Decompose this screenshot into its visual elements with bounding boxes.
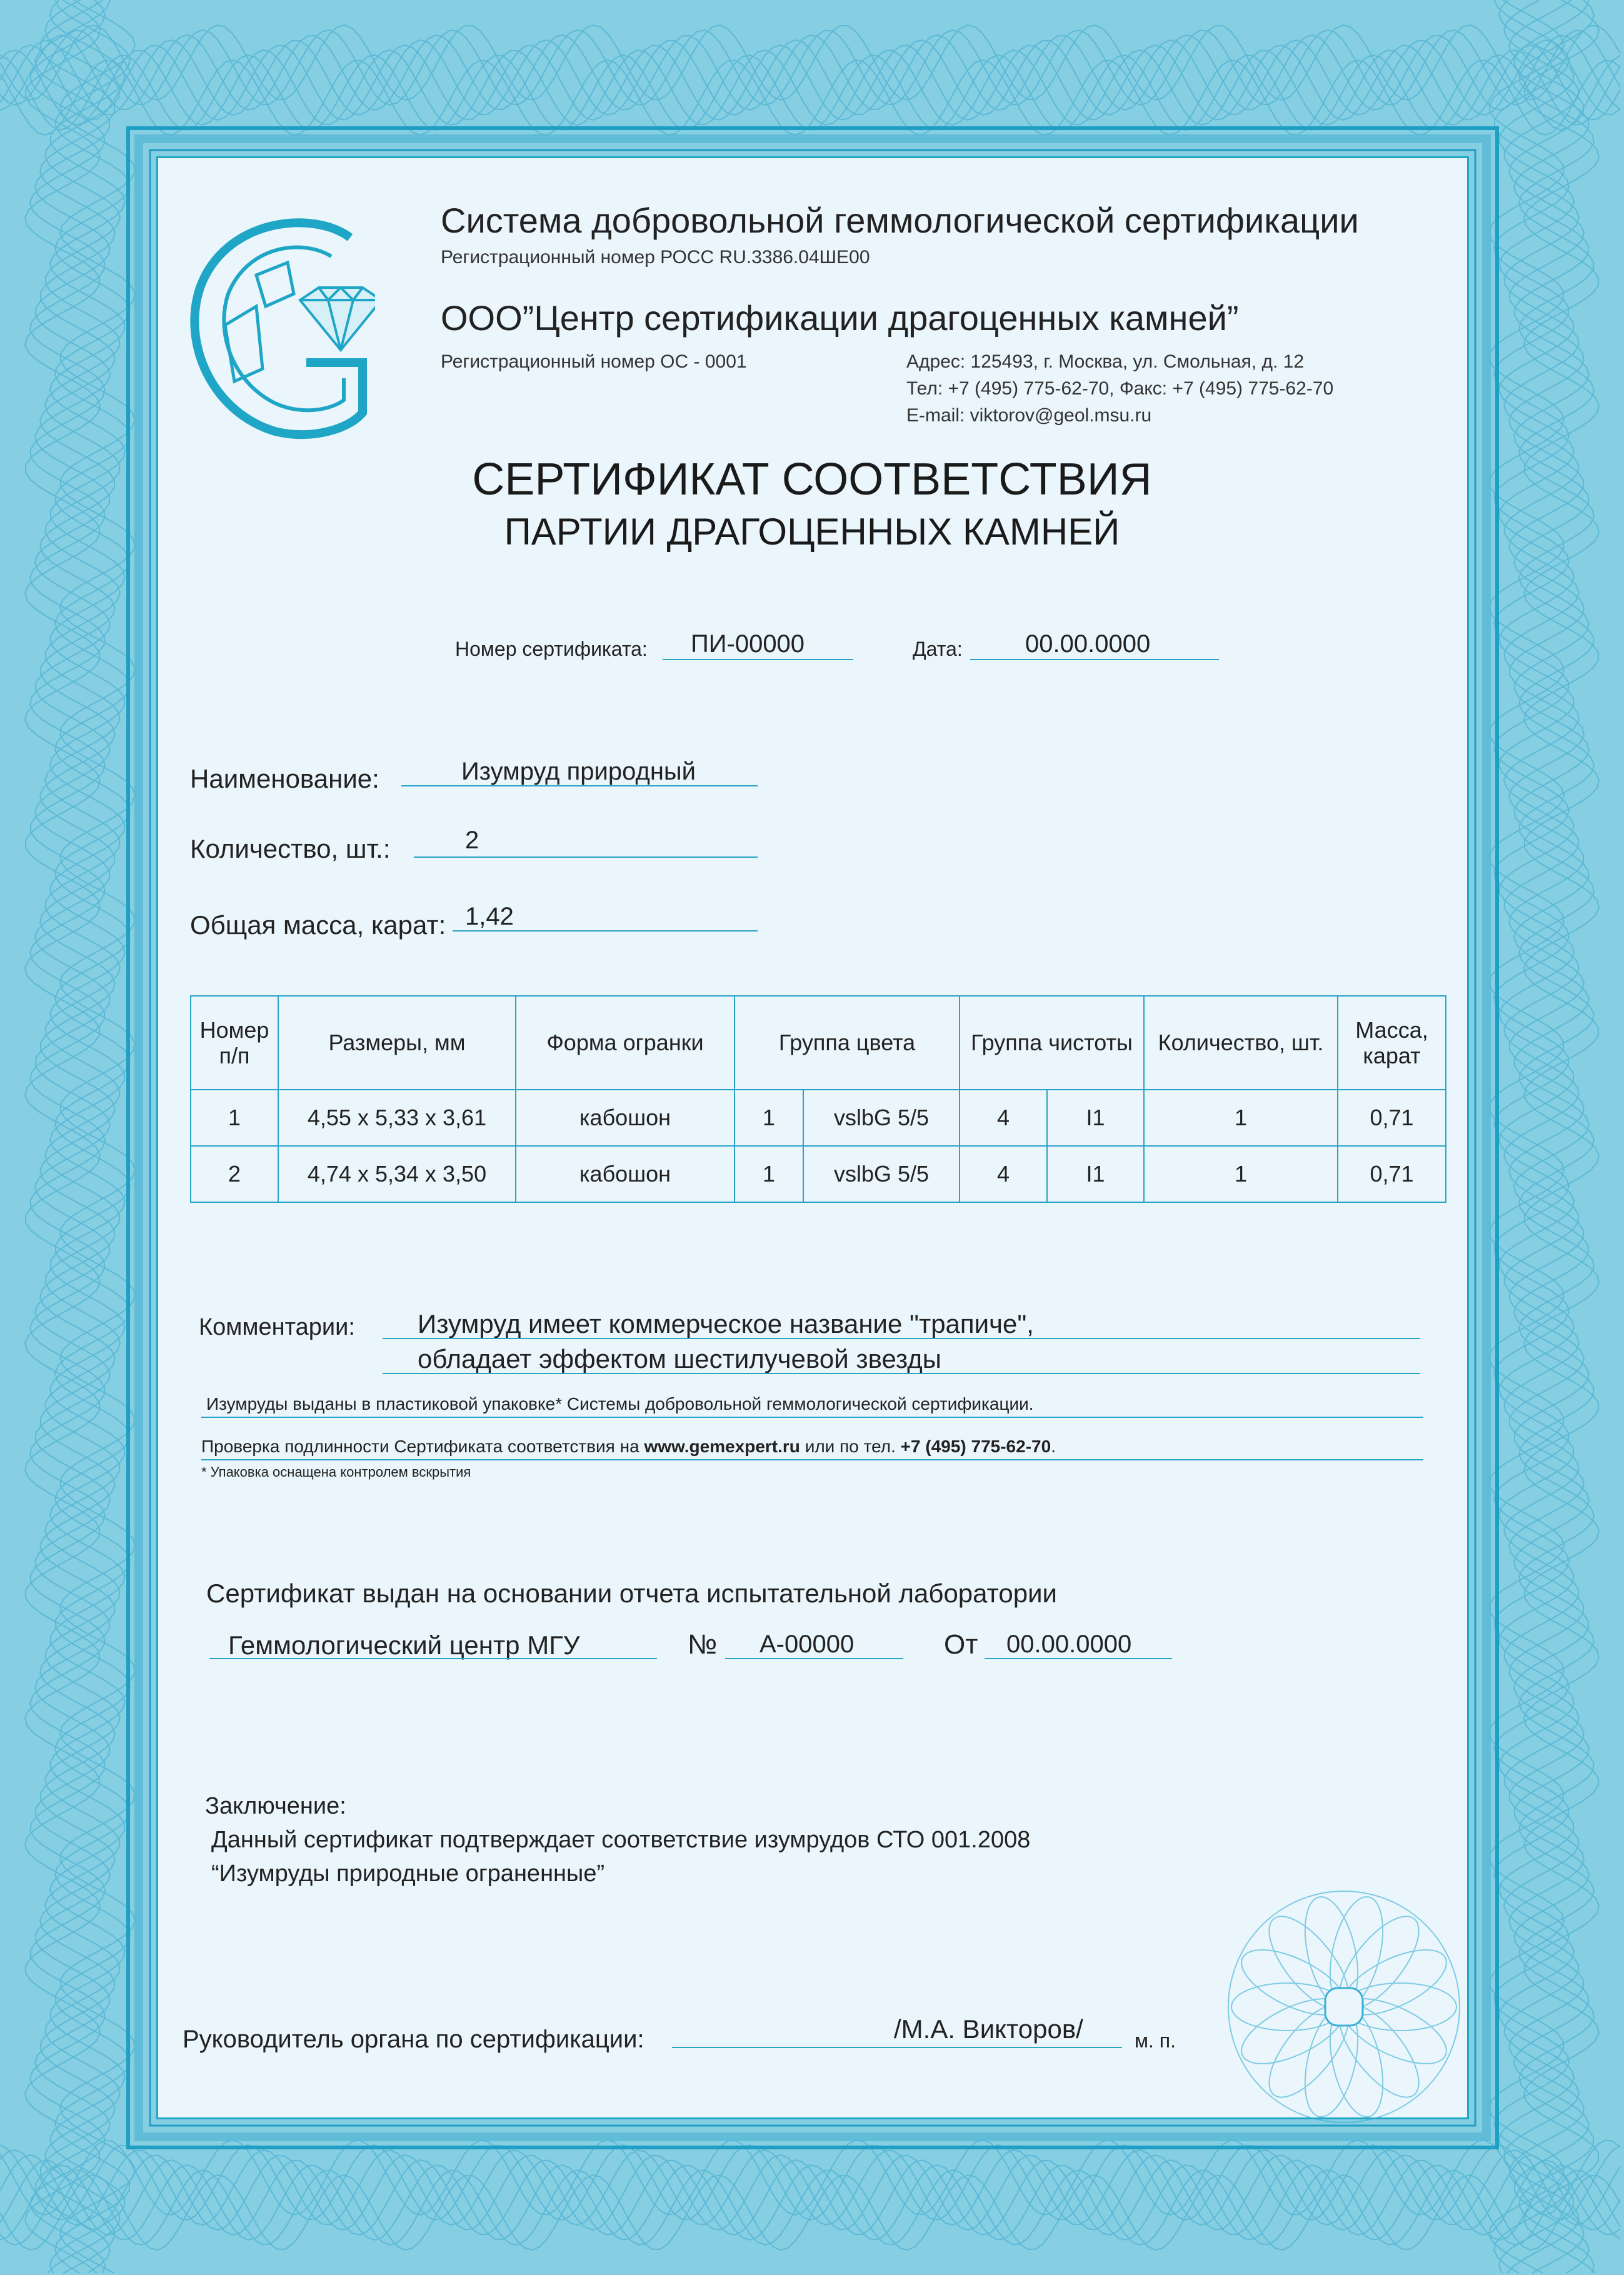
cert-number-label: Номер сертификата: bbox=[455, 638, 648, 660]
certificate-title: СЕРТИФИКАТ СООТВЕТСТВИЯ bbox=[472, 454, 1152, 505]
comment-line-2: обладает эффектом шестилучевой звезды bbox=[418, 1344, 941, 1374]
cell-mass: 0,71 bbox=[1338, 1090, 1446, 1146]
cell-size: 4,55 x 5,33 x 3,61 bbox=[278, 1090, 516, 1146]
total-mass-value: 1,42 bbox=[465, 903, 514, 930]
header-cut: Форма огранки bbox=[516, 996, 734, 1090]
verify-mid: или по тел. bbox=[804, 1437, 896, 1456]
signature-label: Руководитель органа по сертификации: bbox=[183, 2026, 644, 2053]
report-number-underline bbox=[725, 1658, 903, 1659]
total-mass-label: Общая масса, карат: bbox=[190, 910, 446, 940]
name-value: Изумруд природный bbox=[461, 758, 696, 785]
cell-cut: кабошон bbox=[516, 1090, 734, 1146]
report-number-label: № bbox=[688, 1629, 718, 1660]
conclusion-line-1: Данный сертификат подтверждает соответствие изумрудов СТО 001.2008 bbox=[211, 1827, 1031, 1853]
name-underline bbox=[401, 785, 758, 786]
signatory-name: /М.А. Викторов/ bbox=[894, 2014, 1083, 2044]
signature-underline bbox=[672, 2047, 1122, 2048]
stamp-place-label: м. п. bbox=[1135, 2029, 1176, 2052]
lab-underline bbox=[209, 1658, 657, 1659]
cell-color-a: 1 bbox=[734, 1146, 803, 1202]
cert-date-value: 00.00.0000 bbox=[1025, 630, 1151, 658]
report-date-value: 00.00.0000 bbox=[1006, 1630, 1132, 1658]
org-email: E-mail: viktorov@geol.msu.ru bbox=[906, 405, 1152, 426]
comment-underline-2 bbox=[383, 1373, 1420, 1374]
comment-underline-1 bbox=[383, 1338, 1420, 1339]
conclusion-label: Заключение: bbox=[205, 1793, 346, 1819]
report-date-label: От bbox=[944, 1629, 978, 1660]
stones-table bbox=[190, 995, 1446, 1203]
table-row bbox=[191, 1146, 1446, 1202]
cell-clarity-a: 4 bbox=[960, 1090, 1047, 1146]
basis-text: Сертификат выдан на основании отчета испытательной лаборатории bbox=[206, 1579, 1058, 1608]
cell-color-a: 1 bbox=[734, 1090, 803, 1146]
table-row bbox=[191, 1090, 1446, 1146]
packaging-footnote: * Упаковка оснащена контролем вскрытия bbox=[201, 1464, 471, 1480]
g-diamond-logo-icon bbox=[188, 213, 375, 444]
verify-prefix: Проверка подлинности Сертификата соответствия на bbox=[201, 1437, 639, 1456]
quantity-underline bbox=[414, 856, 758, 858]
verify-website-link[interactable]: www.gemexpert.ru bbox=[644, 1437, 800, 1456]
header-num: Номер п/п bbox=[191, 996, 278, 1090]
header-quantity: Количество, шт. bbox=[1144, 996, 1338, 1090]
cert-number-value: ПИ-00000 bbox=[691, 630, 805, 658]
org-reg-number: Регистрационный номер ОС - 0001 bbox=[441, 351, 747, 372]
packaging-underline bbox=[201, 1417, 1423, 1418]
header-color-group: Группа цвета bbox=[734, 996, 960, 1090]
header-mass: Масса, карат bbox=[1338, 996, 1446, 1090]
cell-mass: 0,71 bbox=[1338, 1146, 1446, 1202]
quantity-label: Количество, шт.: bbox=[190, 834, 391, 863]
cell-num: 1 bbox=[191, 1090, 278, 1146]
header-clarity-group: Группа чистоты bbox=[960, 996, 1144, 1090]
name-label: Наименование: bbox=[190, 764, 379, 793]
total-mass-underline bbox=[453, 930, 758, 932]
rosette-watermark-icon bbox=[1219, 1882, 1469, 2132]
header-size: Размеры, мм bbox=[278, 996, 516, 1090]
cell-quantity: 1 bbox=[1144, 1146, 1338, 1202]
cell-color-b: vslbG 5/5 bbox=[803, 1146, 960, 1202]
cert-date-underline bbox=[970, 659, 1219, 660]
lab-name: Геммологический центр МГУ bbox=[228, 1630, 580, 1660]
cell-num: 2 bbox=[191, 1146, 278, 1202]
cell-clarity-b: I1 bbox=[1047, 1090, 1144, 1146]
cell-clarity-b: I1 bbox=[1047, 1146, 1144, 1202]
comments-label: Комментарии: bbox=[199, 1314, 355, 1340]
certificate-subtitle: ПАРТИИ ДРАГОЦЕННЫХ КАМНЕЙ bbox=[504, 511, 1120, 553]
cell-quantity: 1 bbox=[1144, 1090, 1338, 1146]
table-header-row bbox=[191, 996, 1446, 1090]
cell-size: 4,74 x 5,34 x 3,50 bbox=[278, 1146, 516, 1202]
packaging-note: Изумруды выданы в пластиковой упаковке* Системы добровольной геммологической сертификации. bbox=[206, 1394, 1034, 1414]
org-address: Адрес: 125493, г. Москва, ул. Смольная, д. 12 bbox=[906, 351, 1305, 372]
report-date-underline bbox=[985, 1658, 1172, 1659]
cert-date-label: Дата: bbox=[913, 638, 963, 660]
conclusion-line-2: “Изумруды природные ограненные” bbox=[211, 1861, 605, 1887]
verification-note bbox=[201, 1437, 1056, 1457]
cert-number-underline bbox=[663, 659, 853, 660]
system-reg-number: Регистрационный номер РОСС RU.3386.04ШЕ00 bbox=[441, 247, 870, 268]
quantity-value: 2 bbox=[465, 826, 479, 854]
comment-line-1: Изумруд имеет коммерческое название "трапиче", bbox=[418, 1309, 1034, 1338]
cell-cut: кабошон bbox=[516, 1146, 734, 1202]
report-number-value: А-00000 bbox=[759, 1630, 855, 1658]
verify-phone: +7 (495) 775-62-70 bbox=[900, 1437, 1051, 1456]
verify-end: . bbox=[1051, 1437, 1056, 1456]
system-title: Система добровольной геммологической сертификации bbox=[441, 201, 1359, 240]
org-name: ООО”Центр сертификации драгоценных камней” bbox=[441, 298, 1239, 338]
cell-color-b: vslbG 5/5 bbox=[803, 1090, 960, 1146]
verification-underline bbox=[201, 1459, 1423, 1460]
cell-clarity-a: 4 bbox=[960, 1146, 1047, 1202]
org-phone: Тел: +7 (495) 775-62-70, Факс: +7 (495) 775-62-70 bbox=[906, 378, 1334, 399]
